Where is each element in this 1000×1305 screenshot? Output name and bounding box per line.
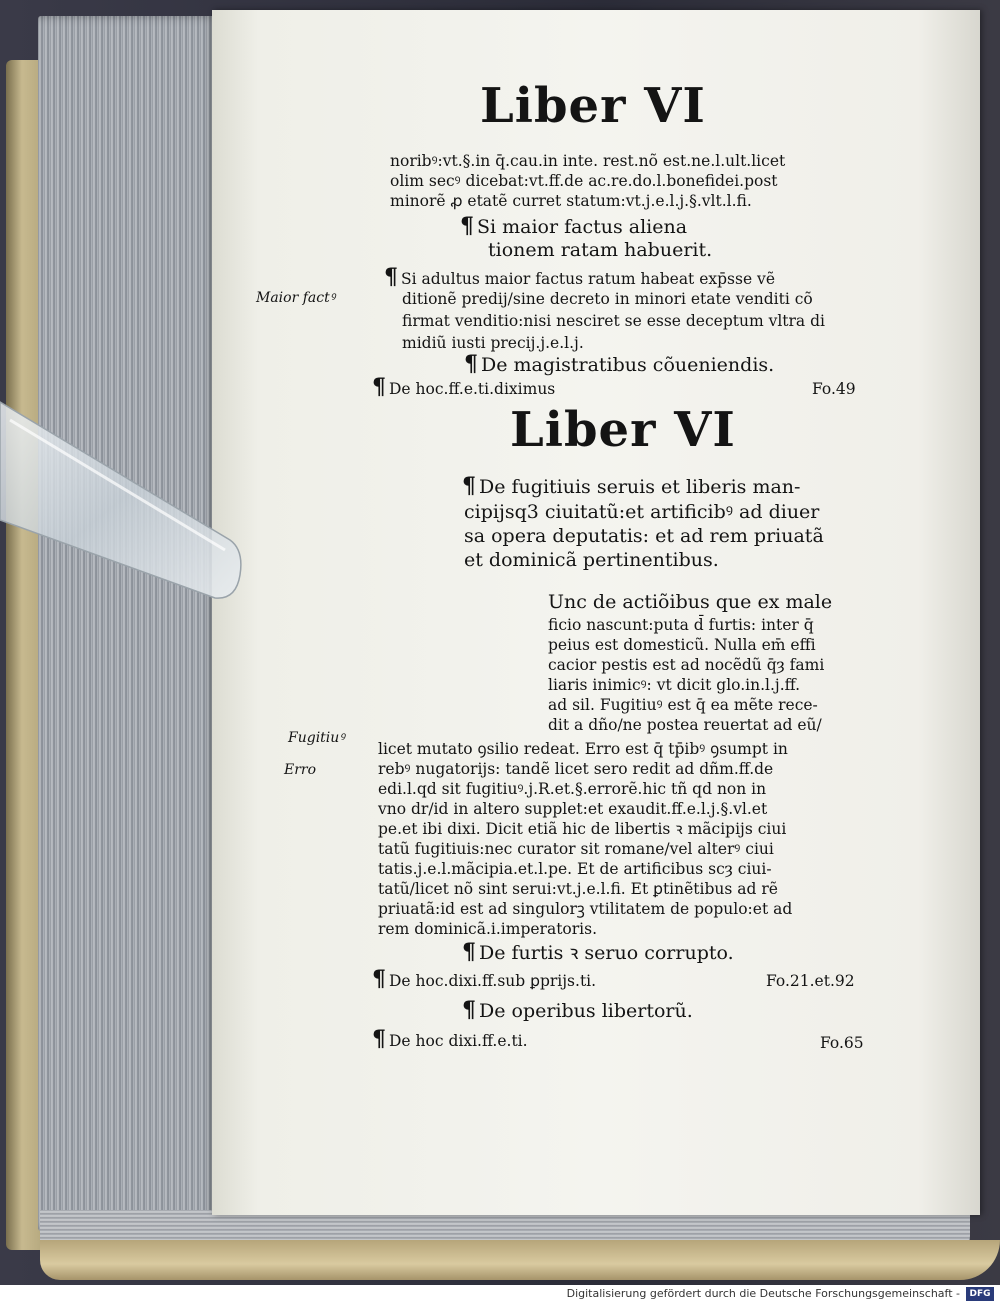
text-line: tatis.j.e.l.mãcipia.et.l.pe. Et de artificibus scȝ ciui- bbox=[378, 860, 772, 878]
text-line: ¶ De hoc.ff.e.ti.diximus bbox=[372, 374, 556, 400]
paragraph-mark-icon: ¶ bbox=[462, 473, 476, 499]
folio-reference: Fo.65 bbox=[820, 1034, 864, 1052]
text-line: ¶ Si adultus maior factus ratum habeat exp̄sse vẽ bbox=[384, 264, 775, 290]
rubric-line: ¶ De magistratibus cõueniendis. bbox=[464, 351, 775, 377]
title-line: cipijsq3 ciuitatũ:et artificibꝰ ad diuer bbox=[464, 501, 820, 523]
rubric-line: ¶ De operibus libertorũ. bbox=[462, 997, 693, 1023]
title-line: ¶ De fugitiuis seruis et liberis man- bbox=[462, 473, 801, 499]
text-line: ficio nascunt:puta d̄ furtis: inter q̄ bbox=[548, 616, 814, 634]
text-line: ¶ De hoc dixi.ff.e.ti. bbox=[372, 1026, 528, 1052]
text-line: priuatã:id est ad singulorꝫ vtilitatem de populo:et ad bbox=[378, 900, 793, 918]
heading-mid: Liber VI bbox=[510, 402, 736, 458]
margin-note: Maior factꝰ bbox=[256, 290, 336, 306]
text-line: rebꝰ nugatorijs: tandẽ licet sero redit ad dñm.ff.de bbox=[378, 760, 774, 778]
margin-note: Fugitiuꝰ bbox=[288, 730, 345, 746]
text-line: olim secꝰ dicebat:vt.ff.de ac.re.do.l.bonefidei.post bbox=[390, 172, 778, 190]
text-line: licet mutato ꝯsilio redeat. Erro est q̄ tp̄ibꝰ ꝯsumpt in bbox=[378, 740, 788, 758]
page-block-edges bbox=[38, 16, 218, 1231]
rubric-line: ¶ Si maior factus aliena bbox=[460, 213, 688, 239]
book-cover-bottom bbox=[40, 1240, 1000, 1280]
text-line: rem dominicã.i.imperatoris. bbox=[378, 920, 597, 938]
rubric-line: tionem ratam habuerit. bbox=[488, 239, 713, 261]
dfg-logo-icon: DFG bbox=[966, 1287, 994, 1301]
title-line: et dominicã pertinentibus. bbox=[464, 549, 719, 571]
folio-reference: Fo.21.et.92 bbox=[766, 972, 855, 990]
paragraph-mark-icon: ¶ bbox=[372, 966, 386, 992]
text-line: tatũ fugitiuis:nec curator sit romane/vel alterꝰ ciui bbox=[378, 840, 774, 858]
footer-bar bbox=[0, 1285, 1000, 1305]
text-line: peius est domesticũ. Nulla em̄ effi bbox=[548, 636, 816, 654]
text-line: midiũ iusti precij.j.e.l.j. bbox=[402, 334, 584, 352]
text-line: ditionẽ predij/sine decreto in minori etate venditi cõ bbox=[402, 290, 813, 308]
text-line: minorẽ ꝓ etatẽ curret statum:vt.j.e.l.j.§.vlt.l.fi. bbox=[390, 192, 752, 210]
text-line: cacior pestis est ad nocẽdũ q̄ȝ fami bbox=[548, 656, 825, 674]
text-line: noribꝰ:vt.§.in q̄.cau.in inte. rest.nõ est.ne.l.ult.licet bbox=[390, 152, 786, 170]
folio-reference: Fo.49 bbox=[812, 380, 856, 398]
rubric-line: ¶ De furtis ꝛ seruo corrupto. bbox=[462, 939, 734, 965]
book-page bbox=[212, 10, 980, 1215]
funding-notice: Digitalisierung gefördert durch die Deutsche Forschungsgemeinschaft - bbox=[566, 1287, 960, 1300]
paragraph-mark-icon: ¶ bbox=[462, 939, 476, 965]
text-line: pe.et ibi dixi. Dicit etiã hic de libertis ꝛ mãcipijs ciui bbox=[378, 820, 787, 838]
margin-note: Erro bbox=[284, 762, 317, 778]
text-line: ¶ De hoc.dixi.ff.sub ꝑprijs.ti. bbox=[372, 966, 597, 992]
paragraph-mark-icon: ¶ bbox=[464, 351, 478, 377]
title-line: sa opera deputatis: et ad rem priuatã bbox=[464, 525, 824, 547]
text-line: ad sil. Fugitiuꝰ est q̄ ea mẽte rece- bbox=[548, 696, 818, 714]
text-line: vno dr/id in altero supplet:et exaudit.ff.e.l.j.§.vl.et bbox=[378, 800, 768, 818]
text-line: liaris inimicꝰ: vt dicit glo.in.l.j.ff. bbox=[548, 676, 801, 694]
paragraph-mark-icon: ¶ bbox=[462, 997, 476, 1023]
paragraph-mark-icon: ¶ bbox=[384, 264, 398, 290]
text-line-initial: Unc de actiõibus que ex male bbox=[548, 591, 833, 613]
heading-top: Liber VI bbox=[480, 78, 706, 134]
text-line: dit a dño/ne postea reuertat ad eũ/ bbox=[548, 716, 822, 734]
text-line: edi.l.qd sit fugitiuꝰ.j.R.et.§.errorẽ.hic tñ qd non in bbox=[378, 780, 767, 798]
text-line: firmat venditio:nisi nesciret se esse deceptum vltra di bbox=[402, 312, 825, 330]
paragraph-mark-icon: ¶ bbox=[372, 1026, 386, 1052]
text-line: tatũ/licet nõ sint serui:vt.j.e.l.fi. Et ꝑtinẽtibus ad rẽ bbox=[378, 880, 778, 898]
paragraph-mark-icon: ¶ bbox=[372, 374, 386, 400]
paragraph-mark-icon: ¶ bbox=[460, 213, 474, 239]
